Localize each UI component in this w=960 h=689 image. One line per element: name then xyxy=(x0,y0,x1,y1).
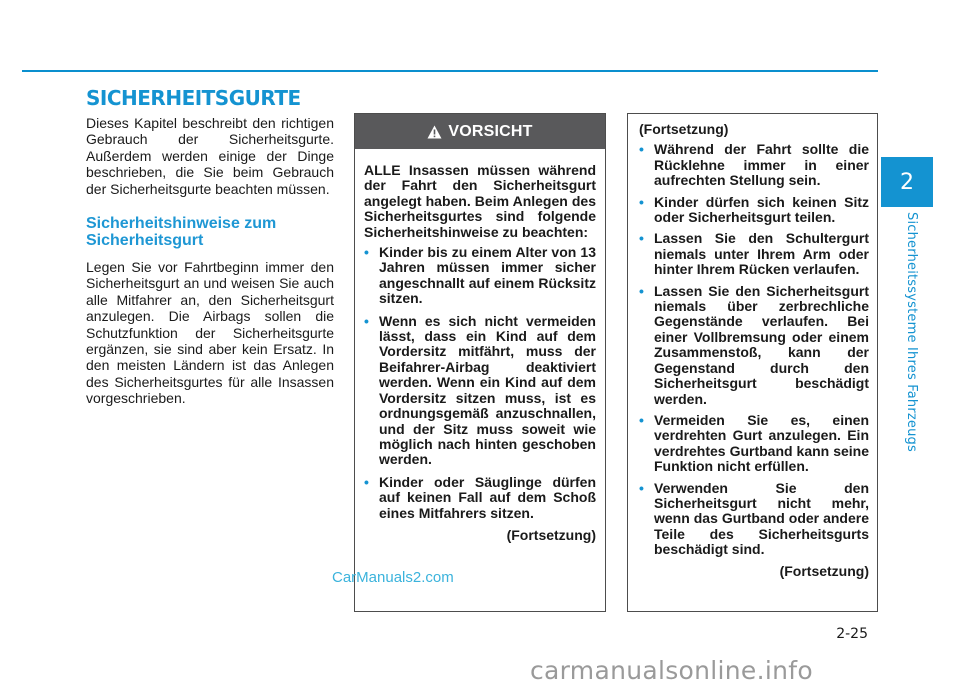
continued-top-label: (Fortsetzung) xyxy=(639,121,729,137)
list-item: • Während der Fahrt sollte die Rücklehne immer in einer aufrechten Stellung sein. xyxy=(639,141,869,189)
continued-list xyxy=(639,142,869,557)
watermark-link[interactable]: CarManuals2.com xyxy=(332,569,454,586)
bullet-icon: • xyxy=(639,193,644,210)
continued-bottom-label: (Fortsetzung) xyxy=(779,562,869,579)
left-column xyxy=(86,115,334,407)
caution-list xyxy=(364,245,596,521)
list-item: • Vermeiden Sie es, einen verdrehten Gurt anzulegen. Ein verdrehtes Gurtband kann seine Funktion nicht erfüllen. xyxy=(639,411,869,475)
bullet-icon: • xyxy=(364,312,369,329)
body-paragraph: Legen Sie vor Fahrtbeginn immer den Sicherheitsgurt an und weisen Sie auch alle Mitfahrer an, den Sicherheitsgurt anzulegen. Die Airbags sollen die Schutzfunktion der Sicherheitsgurte ergänzen, sie sind aber kein Ersatz. In den meisten Ländern ist das Anlegen des Sicherheitsgurtes für alle Insassen vorgeschrieben. xyxy=(86,259,334,407)
top-rule xyxy=(22,70,878,72)
list-item: • Kinder oder Säuglinge dürfen auf keinen Fall auf dem Schoß eines Mitfahrers sitzen. xyxy=(364,473,596,521)
bullet-icon: • xyxy=(639,282,644,299)
list-item: • Verwenden Sie den Sicherheitsgurt nicht mehr, wenn das Gurtband oder andere Teile des Sicherheitsgurts beschädigt sind. xyxy=(639,479,869,558)
caution-intro: ALLE Insassen müssen während der Fahrt den Sicherheitsgurt angelegt haben. Beim Anlegen des Sicherheitsgurtes sind folgende Sicherheitshinweise zu beachten: xyxy=(364,162,596,240)
chapter-tab: 2 xyxy=(881,157,933,207)
page-number: 2-25 xyxy=(836,626,868,642)
watermark-text: carmanualsonline.info xyxy=(530,656,813,685)
caution-header xyxy=(355,114,605,149)
bullet-icon: • xyxy=(364,244,369,261)
caution-box xyxy=(354,113,606,612)
bullet-icon: • xyxy=(639,230,644,247)
section-title: SICHERHEITSGURTE xyxy=(86,86,301,110)
bullet-icon: • xyxy=(639,479,644,496)
caution-body xyxy=(355,149,605,543)
list-item: • Lassen Sie den Sicherheitsgurt niemals über zerbrechliche Gegenstände verlaufen. Bei einer Vollbremsung oder einem Zusammenstoß, kann der Gegenstand durch den Sicherheitsgurt beschädigt werden. xyxy=(639,282,869,407)
list-item: • Kinder bis zu einem Alter von 13 Jahren müssen immer sicher angeschnallt auf einem Rücksitz sitzen. xyxy=(364,244,596,307)
chapter-label: Sicherheitssysteme Ihres Fahrzeugs xyxy=(904,212,919,452)
bullet-icon: • xyxy=(364,473,369,490)
continued-label: (Fortsetzung) xyxy=(506,526,596,543)
caution-title: VORSICHT xyxy=(448,122,533,140)
bullet-icon: • xyxy=(639,141,644,158)
warning-triangle-icon xyxy=(427,125,442,139)
continued-caution-box xyxy=(627,113,878,612)
list-item: • Kinder dürfen sich keinen Sitz oder Sicherheitsgurt teilen. xyxy=(639,193,869,226)
subheading: Sicherheitshinweise zum Sicherheitsgurt xyxy=(86,215,277,250)
list-item: • Lassen Sie den Schultergurt niemals unter Ihrem Arm oder hinter Ihrem Rücken verlaufen. xyxy=(639,230,869,278)
bullet-icon: • xyxy=(639,411,644,428)
list-item: • Wenn es sich nicht vermeiden lässt, dass ein Kind auf dem Vordersitz mitfährt, muss der Beifahrer-Airbag deaktiviert werden. Wenn ein Kind auf dem Vordersitz sitzen muss, ist es ordnungsgemäß anzuschnallen, und der Sitz muss soweit wie möglich nach hinten geschoben werden. xyxy=(364,312,596,468)
intro-paragraph: Dieses Kapitel beschreibt den richtigen Gebrauch der Sicherheitsgurte. Außerdem werden einige der Dinge beschrieben, die Sie beim Gebrauch der Sicherheitsgurte beachten müssen. xyxy=(86,115,334,197)
